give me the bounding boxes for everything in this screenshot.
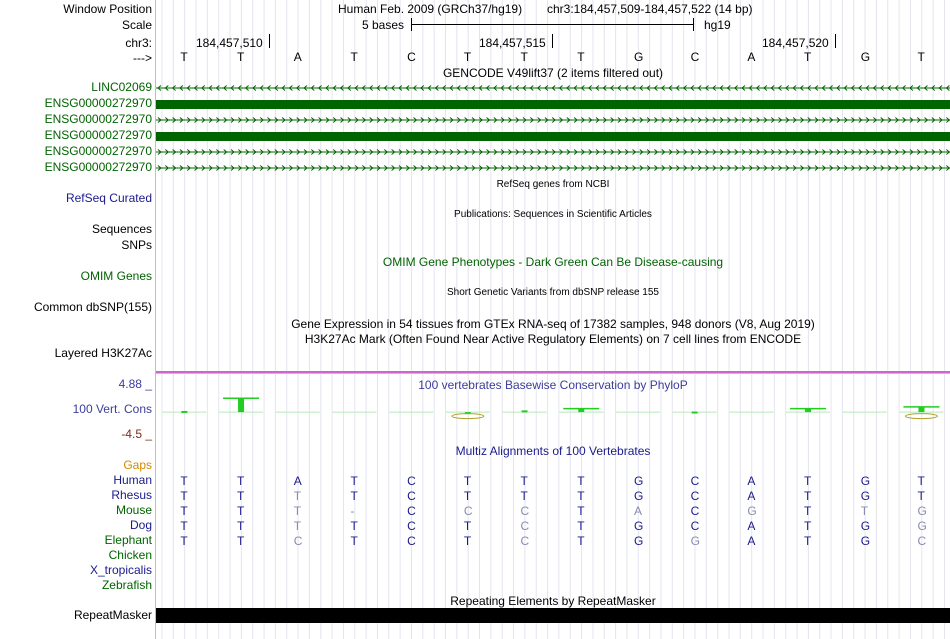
alignment-base: G [917, 519, 927, 533]
alignment-base: T [520, 474, 528, 488]
conservation-bar [918, 407, 924, 412]
alignment-base: A [747, 534, 756, 548]
multiz-track-title[interactable]: Multiz Alignments of 100 Vertebrates [455, 444, 651, 458]
conservation-ymax: 4.88 _ [118, 377, 152, 391]
alignment-base: T [804, 504, 812, 518]
alignment-base: C [407, 519, 416, 533]
alignment-base: T [237, 489, 245, 503]
ruler-base: G [860, 50, 871, 64]
snps-label[interactable]: SNPs [121, 238, 152, 252]
alignment-base: T [350, 489, 358, 503]
coord-label-1: 184,457,510 [196, 36, 263, 50]
alignment-base: T [350, 534, 358, 548]
ruler-base: T [350, 50, 358, 64]
species-label[interactable]: X_tropicalis [89, 563, 152, 577]
conservation-ymin: -4.5 _ [121, 427, 152, 441]
alignment-base: T [180, 534, 188, 548]
ruler-base: T [804, 50, 812, 64]
coord-tick-1 [269, 34, 270, 48]
ruler-base: A [747, 50, 756, 64]
alignment-base: G [860, 474, 871, 488]
repeatmasker-label[interactable]: RepeatMasker [73, 608, 152, 622]
species-label[interactable]: Mouse [115, 503, 152, 517]
alignment-base: G [917, 504, 927, 518]
window-position-label: Window Position [63, 2, 152, 16]
conservation-bar [238, 398, 244, 412]
alignment-base: C [407, 474, 416, 488]
conservation-bar [522, 410, 528, 412]
alignment-base: A [633, 504, 642, 518]
alignment-base: T [237, 504, 245, 518]
alignment-base: T [804, 489, 812, 503]
alignment-base: G [633, 489, 644, 503]
track-separator-shade [156, 373, 950, 374]
alignment-base: T [463, 534, 472, 548]
alignment-base: T [237, 474, 245, 488]
alignment-base: T [350, 519, 358, 533]
alignment-base: T [577, 489, 585, 503]
sequences-label[interactable]: Sequences [91, 222, 152, 236]
refseq-label[interactable]: RefSeq Curated [65, 191, 152, 205]
species-label[interactable]: Human [113, 473, 152, 487]
gencode-exon-block [156, 100, 950, 109]
refseq-track-title[interactable]: RefSeq genes from NCBI [496, 179, 610, 190]
ruler-base: T [520, 50, 528, 64]
ruler-base: C [407, 50, 416, 64]
alignment-base: G [633, 519, 644, 533]
alignment-base: T [804, 534, 812, 548]
repeatmasker-track-title[interactable]: Repeating Elements by RepeatMasker [450, 594, 656, 608]
strand-label: ---> [133, 51, 152, 65]
alignment-base: T [804, 474, 812, 488]
alignment-base: G [860, 519, 871, 533]
alignment-base: A [747, 489, 756, 503]
ruler-base: C [690, 50, 700, 64]
alignment-base: T [180, 504, 188, 518]
conservation-negative-glyph [905, 414, 937, 419]
h3k27-track-title[interactable]: H3K27Ac Mark (Often Found Near Active Regulatory Elements) on 7 cell lines from ENCODE [304, 332, 802, 346]
gencode-item-label[interactable]: ENSG00000272970 [44, 144, 152, 158]
gencode-item-label[interactable]: LINC02069 [91, 80, 152, 94]
coord-label-3: 184,457,520 [762, 36, 829, 50]
alignment-base: T [180, 489, 188, 503]
h3k27-label[interactable]: Layered H3K27Ac [54, 346, 152, 360]
dbsnp-track-title[interactable]: Short Genetic Variants from dbSNP release 155 [447, 287, 659, 298]
alignment-base: T [237, 534, 245, 548]
chrom-label: chr3: [125, 36, 152, 50]
alignment-base: G [860, 534, 871, 548]
gencode-track-title[interactable]: GENCODE V49lift37 (2 items filtered out) [442, 66, 664, 80]
ruler-base: T [577, 50, 585, 64]
alignment-base: A [747, 474, 756, 488]
alignment-base: G [747, 504, 757, 518]
conservation-bar [692, 412, 698, 414]
alignment-base: G [633, 534, 644, 548]
alignment-base: T [463, 489, 472, 503]
alignment-base: T [577, 534, 585, 548]
gencode-features[interactable] [156, 82, 950, 178]
alignment-base: C [407, 534, 416, 548]
alignment-base: G [860, 489, 871, 503]
alignment-base: G [633, 474, 644, 488]
ruler-base: T [463, 50, 472, 64]
conservation-negative-glyph [452, 414, 484, 419]
ruler-base: G [633, 50, 644, 64]
alignment-base: C [293, 534, 303, 548]
publications-track-title[interactable]: Publications: Sequences in Scientific Articles [454, 209, 652, 220]
alignment-base: C [463, 504, 473, 518]
assembly-text[interactable]: Human Feb. 2009 (GRCh37/hg19) [338, 2, 523, 16]
coord-label-2: 184,457,515 [479, 36, 546, 50]
dbsnp-label[interactable]: Common dbSNP(155) [33, 300, 152, 314]
alignment-base: C [690, 474, 700, 488]
conservation-track-title[interactable]: 100 vertebrates Basewise Conservation by PhyloP [418, 378, 688, 392]
alignment-base: C [407, 504, 416, 518]
alignment-base: T [917, 474, 925, 488]
alignment-base: T [293, 504, 302, 518]
ruler-base: T [917, 50, 925, 64]
gencode-item-label[interactable]: ENSG00000272970 [44, 160, 152, 174]
ruler-base: T [180, 50, 188, 64]
alignment-base: C [690, 504, 700, 518]
species-label[interactable]: Dog [129, 518, 152, 532]
coord-tick-3 [835, 34, 836, 48]
alignment-base: C [690, 519, 700, 533]
alignment-base: C [917, 534, 927, 548]
alignment-base: T [180, 474, 188, 488]
conservation-bar [181, 411, 187, 413]
alignment-base: T [917, 489, 925, 503]
alignment-base: T [860, 504, 869, 518]
omim-label[interactable]: OMIM Genes [80, 269, 152, 283]
scale-bar [411, 18, 694, 32]
conservation-label[interactable]: 100 Vert. Cons [72, 402, 152, 416]
gencode-item-label[interactable]: ENSG00000272970 [44, 96, 152, 110]
alignment-base: T [293, 519, 302, 533]
alignment-base: T [463, 474, 472, 488]
scale-db-text: hg19 [704, 18, 731, 32]
alignment-base: T [463, 519, 472, 533]
gencode-item-label[interactable]: ENSG00000272970 [44, 112, 152, 126]
coord-tick-2 [552, 34, 553, 48]
conservation-plot[interactable] [156, 384, 950, 438]
alignment-base: C [520, 534, 530, 548]
alignment-base: T [237, 519, 245, 533]
alignment-base: - [350, 504, 355, 518]
alignment-base: C [520, 504, 530, 518]
alignment-base: C [520, 519, 530, 533]
alignment-base: T [293, 489, 302, 503]
gencode-exon-block [156, 132, 950, 141]
alignment-base: T [577, 519, 585, 533]
alignment-base: G [690, 534, 700, 548]
omim-track-title[interactable]: OMIM Gene Phenotypes - Dark Green Can Be Disease-causing [382, 255, 724, 269]
species-label[interactable]: Zebrafish [101, 578, 152, 592]
ruler-base: T [237, 50, 245, 64]
species-label[interactable]: Elephant [104, 533, 152, 547]
alignment-base: T [180, 519, 188, 533]
alignment-base: C [690, 489, 700, 503]
gaps-label[interactable]: Gaps [123, 458, 152, 472]
alignment-base: T [577, 474, 585, 488]
repeatmasker-bar[interactable] [156, 608, 950, 623]
position-text[interactable]: chr3:184,457,509-184,457,522 (14 bp) [547, 2, 753, 16]
alignment-base: A [293, 474, 302, 488]
scale-text: 5 bases [362, 18, 405, 32]
gtex-track-title[interactable]: Gene Expression in 54 tissues from GTEx RNA-seq of 17382 samples, 948 donors (V8, Aug 2019) [291, 317, 815, 331]
alignment-base: T [350, 474, 358, 488]
alignment-base: T [520, 489, 528, 503]
species-label[interactable]: Rhesus [111, 488, 152, 502]
ruler-base: A [293, 50, 302, 64]
alignment-base: T [577, 504, 585, 518]
gencode-item-label[interactable]: ENSG00000272970 [44, 128, 152, 142]
species-label[interactable]: Chicken [108, 548, 152, 562]
alignment-base: C [407, 489, 416, 503]
alignment-base: A [747, 519, 756, 533]
scale-label: Scale [121, 18, 152, 32]
alignment-base: T [804, 519, 812, 533]
